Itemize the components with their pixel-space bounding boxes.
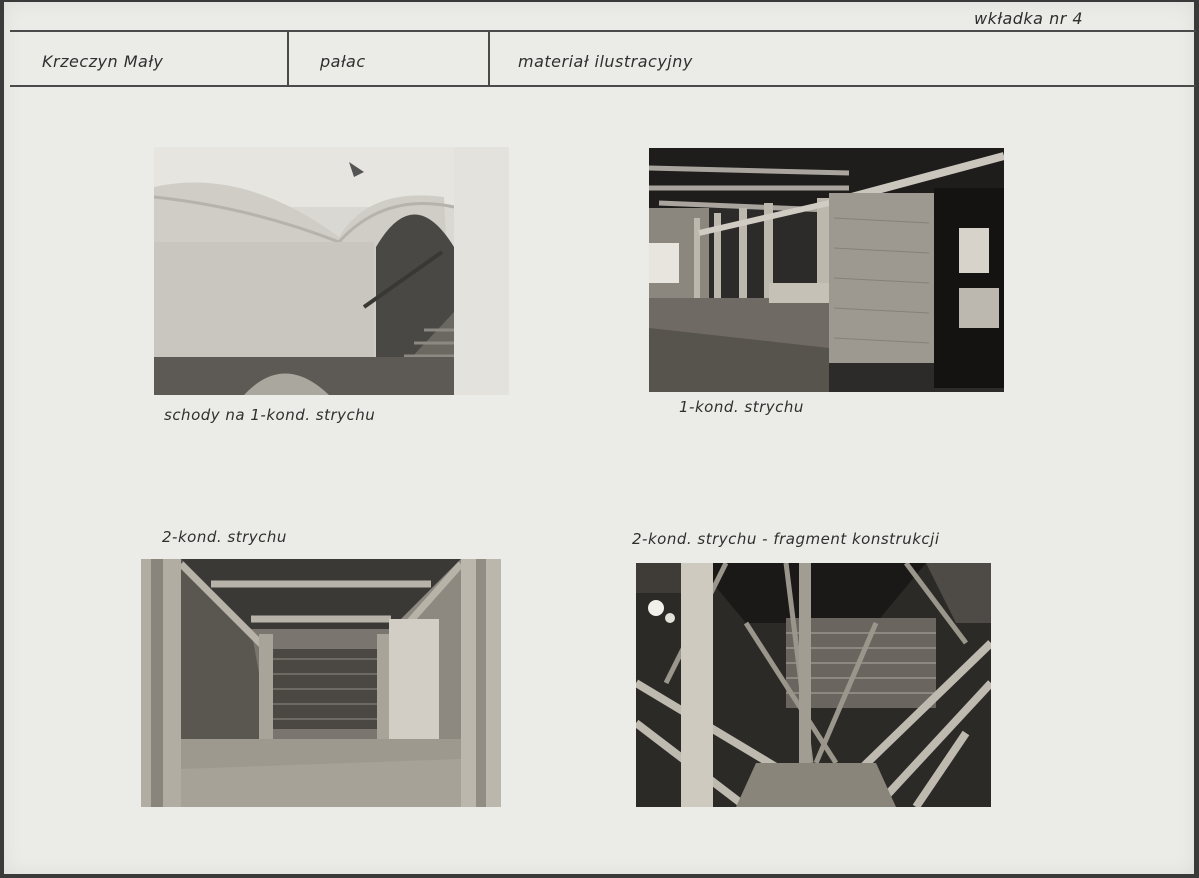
header-bottom-rule <box>10 85 1196 87</box>
header-object: pałac <box>320 52 366 71</box>
insert-label: wkładka nr 4 <box>974 9 1084 28</box>
header-material: materiał ilustracyjny <box>518 52 693 71</box>
photo-construction <box>636 563 991 807</box>
caption-photo-3: 2-kond. strychu <box>162 528 287 546</box>
photo-staircase <box>154 147 509 395</box>
header-divider-1 <box>287 32 289 86</box>
header-location: Krzeczyn Mały <box>42 52 164 71</box>
photo-attic-2 <box>141 559 501 807</box>
archive-card <box>4 2 1194 874</box>
caption-photo-2: 1-kond. strychu <box>679 398 804 416</box>
header-top-rule <box>10 30 1196 32</box>
header-divider-2 <box>488 32 490 86</box>
caption-photo-4: 2-kond. strychu - fragment konstrukcji <box>632 530 940 548</box>
photo-attic-1 <box>649 148 1004 392</box>
caption-photo-1: schody na 1-kond. strychu <box>164 406 376 424</box>
